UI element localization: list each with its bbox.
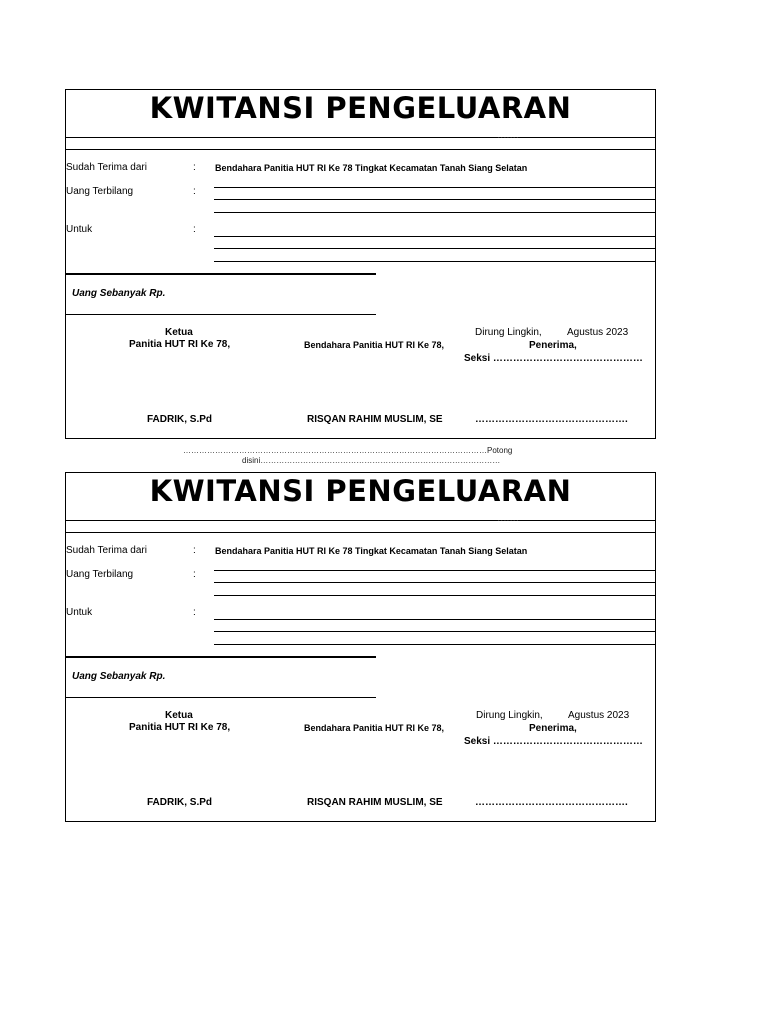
purpose-line [214, 236, 655, 237]
amount-label: Uang Sebanyak Rp. [72, 671, 166, 682]
received-from-label: Sudah Terima dari [66, 162, 147, 173]
receipt-bottom [65, 472, 656, 822]
amount-box-top [66, 273, 376, 275]
receipt-title: KWITANSI PENGELUARAN [149, 91, 572, 125]
amount-words-label: Uang Terbilang [66, 186, 134, 197]
receiver-name: ………………………………………. [475, 797, 628, 808]
date: Agustus 2023 [568, 710, 630, 721]
amount-words-line [214, 199, 655, 200]
purpose-line [214, 248, 655, 249]
purpose-line [214, 619, 655, 620]
section: Seksi ……………………………………… [464, 353, 643, 364]
chair-title: Ketua [165, 327, 193, 338]
amount-words-line [214, 582, 655, 583]
amount-label: Uang Sebanyak Rp. [72, 288, 166, 299]
purpose-line [214, 261, 655, 262]
purpose-label: Untuk [66, 224, 93, 235]
received-from-colon: : [193, 545, 196, 556]
purpose-colon: : [193, 607, 196, 618]
amount-words-line [214, 570, 655, 571]
chair-org: Panitia HUT RI Ke 78, [129, 339, 231, 350]
amount-words-colon: : [193, 569, 196, 580]
amount-words-line [214, 212, 655, 213]
receiver-title: Penerima, [529, 723, 577, 734]
chair-name: FADRIK, S.Pd [147, 797, 213, 808]
chair-title: Ketua [165, 710, 193, 721]
header-divider [66, 149, 655, 150]
amount-words-line [214, 187, 655, 188]
received-from-colon: : [193, 162, 196, 173]
date: Agustus 2023 [567, 327, 629, 338]
cut-line-1: ……………………………………………………………………………………………………Potong [183, 446, 513, 455]
header-divider [66, 532, 655, 533]
purpose-line [214, 644, 655, 645]
cut-line-2: disini……………………………………………………………………………… [242, 456, 501, 465]
title-divider [66, 520, 655, 521]
place: Dirung Lingkin, [475, 327, 542, 338]
purpose-label: Untuk [66, 607, 93, 618]
receiver-name: ………………………………………. [475, 414, 628, 425]
amount-box-top [66, 656, 376, 658]
treasurer-org: Bendahara Panitia HUT RI Ke 78, [304, 340, 445, 350]
amount-words-colon: : [193, 186, 196, 197]
treasurer-name: RISQAN RAHIM MUSLIM, SE [307, 797, 443, 808]
amount-box-bottom [66, 314, 376, 315]
treasurer-name: RISQAN RAHIM MUSLIM, SE [307, 414, 443, 425]
received-from-label: Sudah Terima dari [66, 545, 147, 556]
received-from-value: Bendahara Panitia HUT RI Ke 78 Tingkat Kecamatan Tanah Siang Selatan [215, 163, 528, 173]
receipt-top [65, 89, 656, 439]
chair-org: Panitia HUT RI Ke 78, [129, 722, 231, 733]
tiny-dots: · · · · · · · [498, 518, 518, 524]
treasurer-org: Bendahara Panitia HUT RI Ke 78, [304, 723, 445, 733]
tiny-dots: · · · · · · · [498, 135, 518, 141]
purpose-line [214, 631, 655, 632]
purpose-colon: : [193, 224, 196, 235]
chair-name: FADRIK, S.Pd [147, 414, 213, 425]
receipt-title: KWITANSI PENGELUARAN [149, 474, 572, 508]
title-divider [66, 137, 655, 138]
section: Seksi ……………………………………… [464, 736, 643, 747]
amount-box-bottom [66, 697, 376, 698]
received-from-value: Bendahara Panitia HUT RI Ke 78 Tingkat Kecamatan Tanah Siang Selatan [215, 546, 528, 556]
receiver-title: Penerima, [529, 340, 577, 351]
place: Dirung Lingkin, [476, 710, 543, 721]
amount-words-label: Uang Terbilang [66, 569, 134, 580]
amount-words-line [214, 595, 655, 596]
